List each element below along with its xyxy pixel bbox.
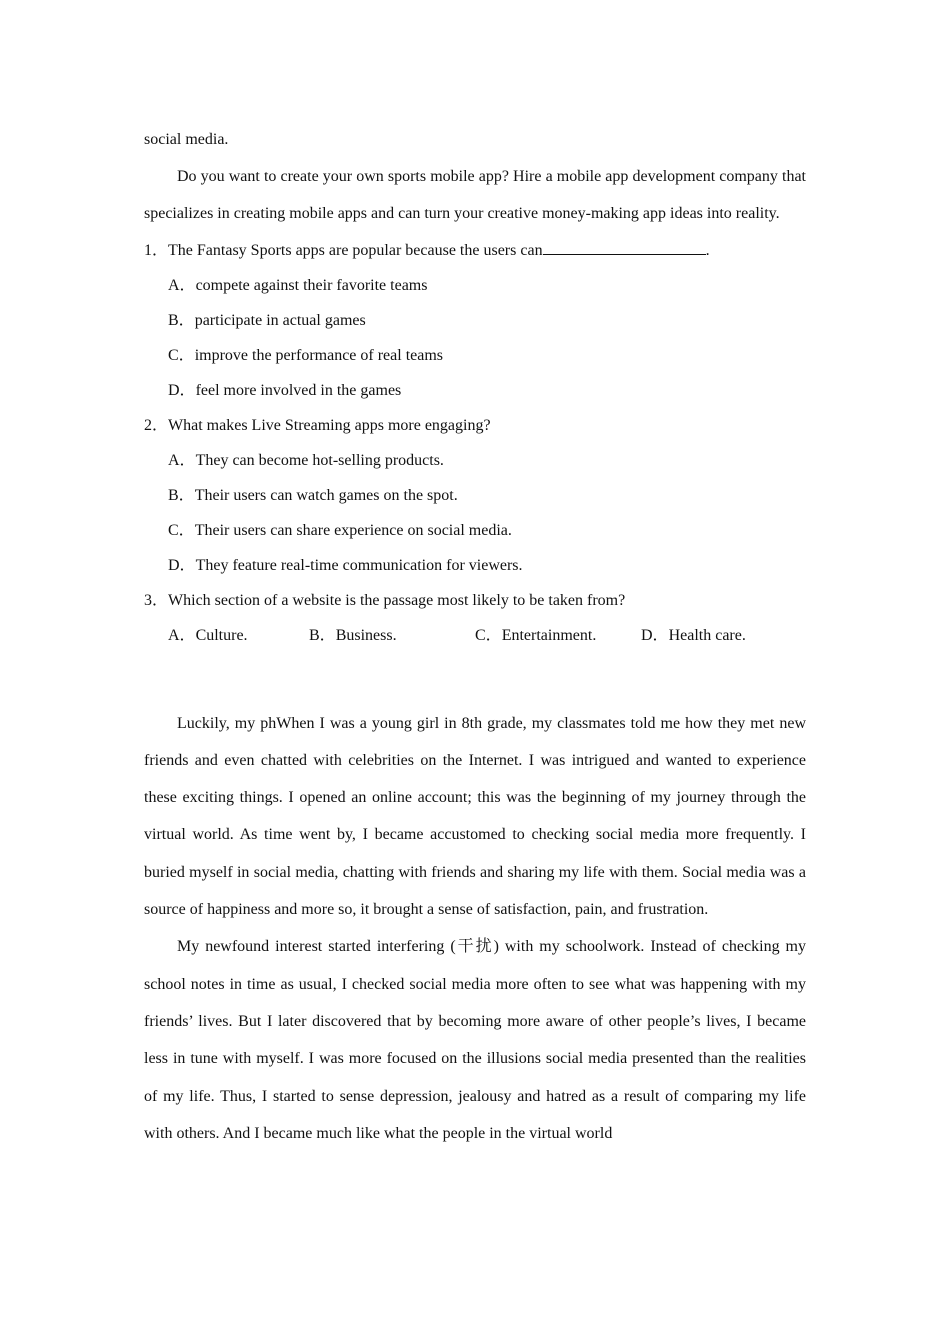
question-1 bbox=[144, 233, 806, 268]
option-c bbox=[144, 338, 806, 373]
option-text: Their users can watch games on the spot. bbox=[194, 486, 458, 504]
document-page bbox=[144, 121, 806, 1152]
option-d bbox=[144, 548, 806, 583]
option-text: Their users can share experience on social media. bbox=[194, 521, 512, 539]
option-b bbox=[144, 478, 806, 513]
question-stem-end: . bbox=[705, 241, 710, 259]
question-number: 1． bbox=[144, 241, 169, 259]
option-letter: A． bbox=[168, 451, 196, 469]
option-letter: A． bbox=[168, 276, 196, 294]
option-b bbox=[144, 303, 806, 338]
question-stem: Which section of a website is the passage most likely to be taken from? bbox=[168, 591, 626, 609]
option-text: feel more involved in the games bbox=[195, 381, 402, 399]
question-stem: The Fantasy Sports apps are popular because the users can bbox=[168, 241, 543, 259]
option-a bbox=[144, 443, 806, 478]
question-number: 3． bbox=[144, 591, 169, 609]
option-letter: C． bbox=[475, 626, 502, 644]
option-text: Entertainment. bbox=[501, 626, 597, 644]
passage-tail-line: social media. bbox=[144, 131, 229, 148]
option-text: Culture. bbox=[195, 626, 248, 644]
option-c bbox=[144, 513, 806, 548]
option-a bbox=[168, 618, 309, 653]
question-3 bbox=[144, 583, 806, 618]
option-text: improve the performance of real teams bbox=[194, 346, 444, 364]
question-stem: What makes Live Streaming apps more engaging? bbox=[168, 416, 491, 434]
passage-paragraph-2: My newfound interest started interfering (干扰) with my schoolwork. Instead of checking my school notes in time as usual, I checked social media more often to see what was happening with my friends’ lives. But I later discovered that by becoming more aware of other people’s lives, I became less in tune with myself. I was more focused on the illusions social media presented than the realities of my life. Thus, I started to sense depression, jealousy and hatred as a result of comparing my life with others. And I became much like what the people in the virtual world bbox=[144, 938, 806, 1142]
option-letter: A． bbox=[168, 626, 196, 644]
question-number: 2． bbox=[144, 416, 169, 434]
option-letter: D． bbox=[168, 381, 196, 399]
option-text: They feature real-time communication for viewers. bbox=[195, 556, 523, 574]
option-text: Health care. bbox=[668, 626, 746, 644]
closing-paragraph: Do you want to create your own sports mobile app? Hire a mobile app development company that specializes in creating mobile apps and can turn your creative money-making app ideas into reality. bbox=[144, 168, 806, 223]
option-letter: D． bbox=[168, 556, 196, 574]
passage-paragraph-1: Luckily, my phWhen I was a young girl in 8th grade, my classmates told me how they met new friends and even chatted with celebrities on the Internet. I was intrigued and wanted to experience these exciting things. I opened an online account; this was the beginning of my journey through the virtual world. As time went by, I became accustomed to checking social media more frequently. I buried myself in social media, chatting with friends and sharing my life with them. Social media was a source of happiness and more so, it brought a sense of satisfaction, pain, and frustration. bbox=[144, 714, 806, 919]
options-row bbox=[144, 618, 806, 653]
option-letter: B． bbox=[168, 486, 195, 504]
question-2 bbox=[144, 408, 806, 443]
option-letter: C． bbox=[168, 346, 195, 364]
option-letter: B． bbox=[309, 626, 336, 644]
option-text: They can become hot-selling products. bbox=[195, 451, 444, 469]
option-text: Business. bbox=[335, 626, 397, 644]
option-text: compete against their favorite teams bbox=[195, 276, 428, 294]
option-letter: D． bbox=[641, 626, 669, 644]
section-gap bbox=[144, 653, 806, 705]
option-d bbox=[144, 373, 806, 408]
option-c bbox=[475, 618, 641, 653]
option-letter: B． bbox=[168, 311, 195, 329]
option-text: participate in actual games bbox=[194, 311, 366, 329]
option-a bbox=[144, 268, 806, 303]
option-d bbox=[641, 618, 746, 653]
answer-blank bbox=[543, 240, 706, 255]
option-letter: C． bbox=[168, 521, 195, 539]
option-b bbox=[309, 618, 475, 653]
